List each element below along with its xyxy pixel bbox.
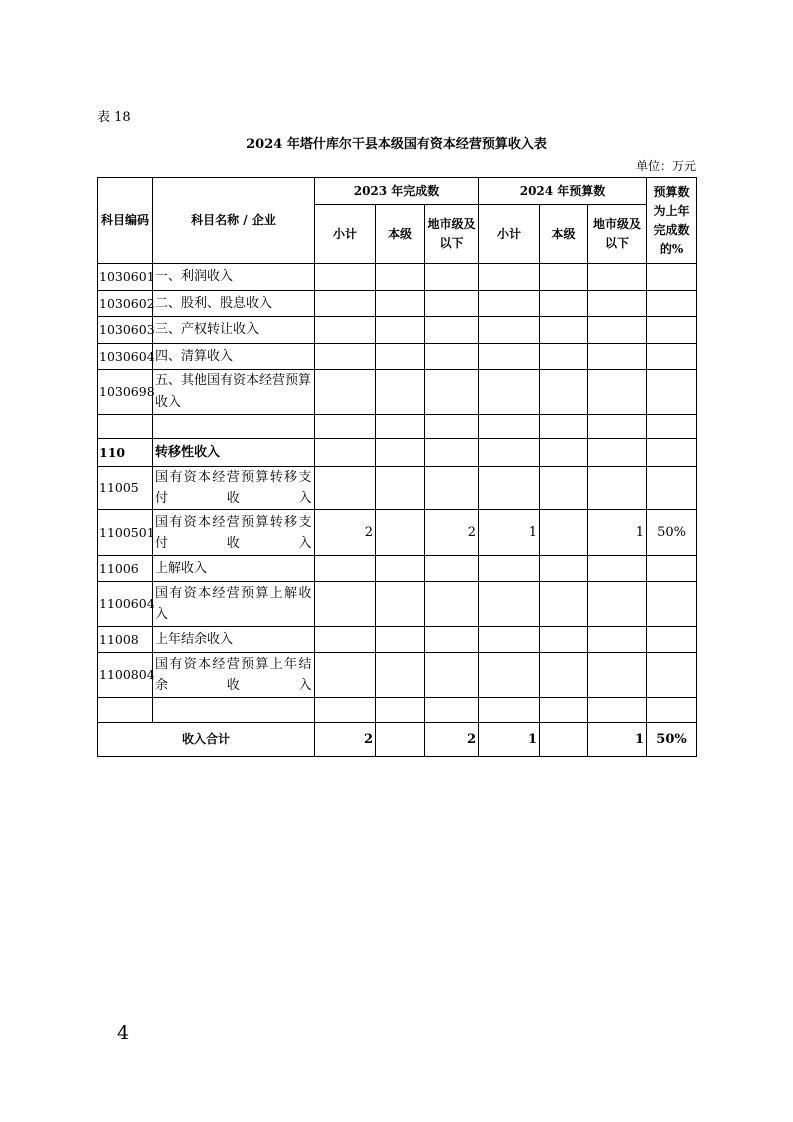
row-value [479, 370, 540, 415]
row-value [479, 264, 540, 291]
row-value [376, 370, 425, 415]
row-name: 上年结余收入 [153, 627, 315, 653]
row-ratio: 50% [647, 510, 697, 556]
row-value [540, 439, 588, 467]
document-title: 2024 年塔什库尔干县本级国有资本经营预算收入表 [246, 137, 547, 152]
header-2024-budget: 2024 年预算数 [479, 178, 647, 205]
row-value [425, 467, 479, 510]
row-name: 国有资本经营预算上解收入 [153, 582, 315, 627]
row-value [425, 556, 479, 582]
table-row [98, 467, 697, 510]
total-cell: 1 [588, 723, 647, 757]
row-value [315, 439, 376, 467]
row-value [315, 291, 376, 317]
row-value [425, 291, 479, 317]
row-name: 转移性收入 [153, 439, 315, 467]
header-2024-city-below: 地市级及以下 [588, 205, 647, 264]
header-2024-subtotal: 小计 [479, 205, 540, 264]
row-name: 国有资本经营预算上年结余收入 [153, 653, 315, 698]
table-row [98, 264, 697, 291]
row-value [588, 291, 647, 317]
row-value [315, 582, 376, 627]
row-ratio [647, 264, 697, 291]
row-ratio [647, 582, 697, 627]
row-value [376, 467, 425, 510]
row-value [588, 344, 647, 370]
row-value: 2 [315, 510, 376, 556]
row-value [376, 415, 425, 439]
row-value [315, 627, 376, 653]
row-value [540, 344, 588, 370]
row-value [425, 582, 479, 627]
row-value [425, 698, 479, 723]
row-value [479, 467, 540, 510]
row-ratio [647, 627, 697, 653]
table-row [98, 370, 697, 415]
row-name: 上解收入 [153, 556, 315, 582]
row-value [376, 510, 425, 556]
row-value [315, 344, 376, 370]
table-row [98, 291, 697, 317]
header-2023-own-level: 本级 [376, 205, 425, 264]
row-value [588, 317, 647, 344]
row-name: 五、其他国有资本经营预算收入 [153, 370, 315, 415]
header-name: 科目名称 / 企业 [153, 178, 315, 264]
row-value [315, 264, 376, 291]
row-value [376, 556, 425, 582]
row-value [540, 415, 588, 439]
unit-label: 单位：万元 [635, 159, 696, 173]
row-value [588, 582, 647, 627]
row-code [98, 415, 153, 439]
row-value [425, 415, 479, 439]
table-row [98, 344, 697, 370]
row-value [425, 264, 479, 291]
row-value [315, 556, 376, 582]
row-value: 1 [588, 510, 647, 556]
header-2023-completed: 2023 年完成数 [315, 178, 479, 205]
table-row [98, 415, 697, 439]
row-value [540, 653, 588, 698]
header-2023-subtotal: 小计 [315, 205, 376, 264]
row-value [376, 653, 425, 698]
row-value [376, 344, 425, 370]
header-2023-city-below: 地市级及以下 [425, 205, 479, 264]
row-name [153, 698, 315, 723]
row-code: 1030602 [98, 291, 153, 317]
row-ratio [647, 556, 697, 582]
row-value [315, 698, 376, 723]
total-ratio: 50% [647, 723, 697, 757]
row-code: 1100604 [98, 582, 153, 627]
row-value [479, 627, 540, 653]
row-value [425, 317, 479, 344]
row-value [588, 653, 647, 698]
total-cell: 1 [479, 723, 540, 757]
table-number: 表 18 [97, 110, 131, 125]
row-value [425, 344, 479, 370]
row-ratio [647, 370, 697, 415]
row-code: 11005 [98, 467, 153, 510]
row-value [479, 556, 540, 582]
row-value [588, 370, 647, 415]
total-cell [376, 723, 425, 757]
row-value [376, 291, 425, 317]
table-row [98, 510, 697, 556]
row-value [479, 698, 540, 723]
row-value [540, 556, 588, 582]
row-value: 1 [479, 510, 540, 556]
table-row [98, 582, 697, 627]
row-value [376, 317, 425, 344]
row-ratio [647, 291, 697, 317]
row-value [588, 627, 647, 653]
row-value [540, 370, 588, 415]
row-ratio [647, 653, 697, 698]
table-row [98, 627, 697, 653]
row-value [425, 627, 479, 653]
row-name: 国有资本经营预算转移支付收入 [153, 467, 315, 510]
row-value [376, 582, 425, 627]
header-ratio: 预算数为上年完成数的% [647, 178, 697, 264]
row-value [588, 415, 647, 439]
row-value [588, 264, 647, 291]
table-row [98, 317, 697, 344]
total-cell: 2 [315, 723, 376, 757]
row-name: 国有资本经营预算转移支付收入 [153, 510, 315, 556]
row-value [425, 439, 479, 467]
row-code [98, 698, 153, 723]
header-2024-own-level: 本级 [540, 205, 588, 264]
row-value [376, 627, 425, 653]
row-value [540, 698, 588, 723]
row-value [315, 653, 376, 698]
row-code: 1030601 [98, 264, 153, 291]
total-cell [540, 723, 588, 757]
header-code: 科目编码 [98, 178, 153, 264]
row-ratio [647, 344, 697, 370]
row-value [315, 467, 376, 510]
row-name: 二、股利、股息收入 [153, 291, 315, 317]
row-value [479, 653, 540, 698]
row-name: 一、利润收入 [153, 264, 315, 291]
row-value [540, 582, 588, 627]
row-value [588, 698, 647, 723]
row-value [479, 344, 540, 370]
row-name: 三、产权转让收入 [153, 317, 315, 344]
row-value [315, 415, 376, 439]
row-code: 110 [98, 439, 153, 467]
budget-revenue-table [97, 177, 697, 757]
row-value [540, 317, 588, 344]
table-row [98, 439, 697, 467]
row-value [588, 467, 647, 510]
row-value [479, 439, 540, 467]
row-value [479, 317, 540, 344]
row-code: 1030604 [98, 344, 153, 370]
row-ratio [647, 439, 697, 467]
row-ratio [647, 317, 697, 344]
row-value [479, 582, 540, 627]
row-ratio [647, 698, 697, 723]
table-row [98, 698, 697, 723]
row-ratio [647, 467, 697, 510]
row-value [540, 510, 588, 556]
row-code: 1100804 [98, 653, 153, 698]
table-row [98, 653, 697, 698]
row-value [540, 264, 588, 291]
row-value [588, 439, 647, 467]
row-code: 1030698 [98, 370, 153, 415]
total-label: 收入合计 [98, 723, 315, 757]
row-value [376, 698, 425, 723]
row-name: 四、清算收入 [153, 344, 315, 370]
page-number: 4 [117, 1022, 130, 1044]
row-name [153, 415, 315, 439]
row-value [588, 556, 647, 582]
row-value [315, 370, 376, 415]
table-row [98, 556, 697, 582]
row-value [425, 370, 479, 415]
row-ratio [647, 415, 697, 439]
row-code: 1100501 [98, 510, 153, 556]
row-code: 11006 [98, 556, 153, 582]
total-cell: 2 [425, 723, 479, 757]
row-value [540, 291, 588, 317]
row-value [540, 627, 588, 653]
row-value [315, 317, 376, 344]
row-value [479, 291, 540, 317]
row-code: 11008 [98, 627, 153, 653]
row-value [376, 264, 425, 291]
row-value: 2 [425, 510, 479, 556]
row-value [425, 653, 479, 698]
row-value [479, 415, 540, 439]
row-value [540, 467, 588, 510]
row-code: 1030603 [98, 317, 153, 344]
row-value [376, 439, 425, 467]
